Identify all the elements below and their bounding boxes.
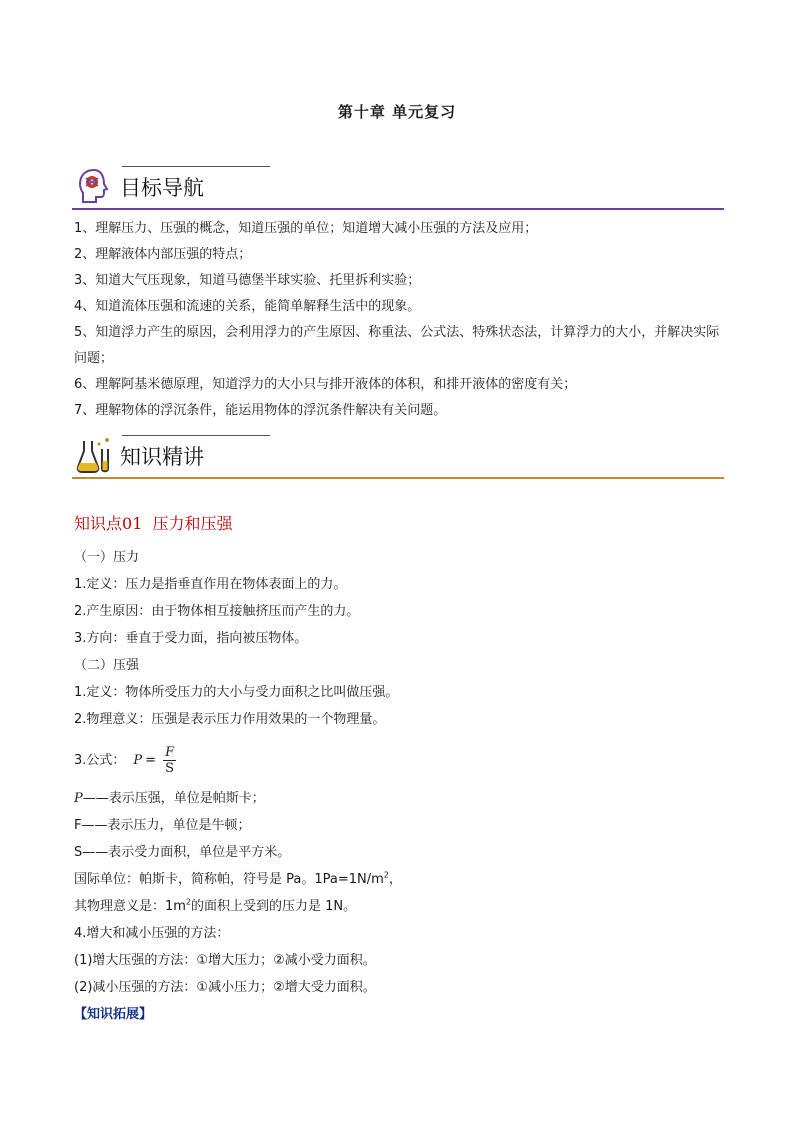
knowledge-section-header bbox=[72, 435, 724, 479]
objective-item: 2、理解液体内部压强的特点； bbox=[74, 247, 252, 262]
content-line: 2.物理意义：压强是表示压力作用效果的一个物理量。 bbox=[74, 712, 386, 727]
content-line: 2.产生原因：由于物体相互接触挤压而产生的力。 bbox=[74, 604, 360, 619]
knowledge-point-title bbox=[74, 511, 233, 534]
content-line: 3.方向：垂直于受力面，指向被压物体。 bbox=[74, 631, 308, 646]
objective-item: 5、知道浮力产生的原因，会利用浮力的产生原因、称重法、公式法、特殊状态法，计算浮力的大小，并解决实际问题； bbox=[74, 325, 720, 366]
content-line: (1)增大压强的方法：①增大压力；②减小受力面积。 bbox=[74, 953, 376, 968]
content-line bbox=[74, 893, 724, 920]
subsection-heading: （二）压强 bbox=[74, 658, 140, 673]
content-line bbox=[74, 866, 724, 893]
meaning-superscript: 2 bbox=[185, 897, 192, 907]
content-block-2 bbox=[74, 785, 724, 1028]
unit-text: 国际单位：帕斯卡，简称帕，符号是 Pa。1Pa=1N/m bbox=[74, 872, 384, 887]
formula-lhs: P bbox=[133, 752, 143, 768]
p-symbol: P bbox=[74, 791, 83, 806]
knowledge-extension-heading: 【知识拓展】 bbox=[74, 1007, 153, 1022]
objectives-label: 目标导航 bbox=[120, 176, 204, 200]
subsection-heading: （一）压力 bbox=[74, 550, 140, 565]
meaning-text: 其物理意义是：1m bbox=[74, 899, 186, 914]
p-description: ——表示压强，单位是帕斯卡； bbox=[82, 791, 265, 806]
kp-name: 压力和压强 bbox=[152, 514, 233, 533]
formula-block bbox=[74, 738, 724, 782]
header-top-line bbox=[122, 435, 270, 436]
objectives-section-header bbox=[72, 166, 724, 210]
unit-text-end: ， bbox=[388, 872, 402, 887]
objective-item: 3、知道大气压现象，知道马德堡半球实验、托里拆利实验； bbox=[74, 273, 421, 288]
page-title: 第十章 单元复习 bbox=[337, 103, 457, 121]
brain-gear-icon bbox=[74, 166, 114, 206]
meaning-text-end: 的面积上受到的压力是 1N。 bbox=[191, 899, 357, 914]
objective-item: 1、理解压力、压强的概念，知道压强的单位；知道增大减小压强的方法及应用； bbox=[74, 221, 538, 236]
content-line: 1.定义：压力是指垂直作用在物体表面上的力。 bbox=[74, 577, 347, 592]
content-line: 4.增大和减小压强的方法： bbox=[74, 926, 230, 941]
unit-superscript: 2 bbox=[383, 870, 389, 880]
content-line: S——表示受力面积，单位是平方米。 bbox=[74, 845, 291, 860]
kp-number: 01 bbox=[122, 514, 143, 533]
objectives-underline bbox=[72, 208, 724, 210]
knowledge-label: 知识精讲 bbox=[120, 445, 204, 469]
flask-icon bbox=[74, 435, 114, 475]
formula-fraction bbox=[163, 745, 176, 776]
formula-equals: = bbox=[145, 752, 157, 768]
fraction-denominator: S bbox=[165, 760, 175, 776]
kp-prefix: 知识点 bbox=[74, 514, 123, 533]
knowledge-underline bbox=[72, 477, 724, 479]
fraction-numerator: F bbox=[165, 744, 175, 760]
header-top-line bbox=[122, 166, 270, 167]
content-line: 1.定义：物体所受压力的大小与受力面积之比叫做压强。 bbox=[74, 685, 399, 700]
formula-label: 3.公式： bbox=[74, 752, 126, 768]
content-line bbox=[74, 785, 724, 812]
objectives-list bbox=[74, 216, 729, 424]
objective-item: 4、知道流体压强和流速的关系，能简单解释生活中的现象。 bbox=[74, 299, 421, 314]
content-block-1 bbox=[74, 544, 724, 733]
objective-item: 7、理解物体的浮沉条件，能运用物体的浮沉条件解决有关问题。 bbox=[74, 403, 447, 418]
content-line: (2)减小压强的方法：①减小压力；②增大受力面积。 bbox=[74, 980, 376, 995]
formula bbox=[74, 738, 724, 782]
content-line: F——表示压力，单位是牛顿； bbox=[74, 818, 251, 833]
objective-item: 6、理解阿基米德原理，知道浮力的大小只与排开液体的体积，和排开液体的密度有关； bbox=[74, 377, 577, 392]
